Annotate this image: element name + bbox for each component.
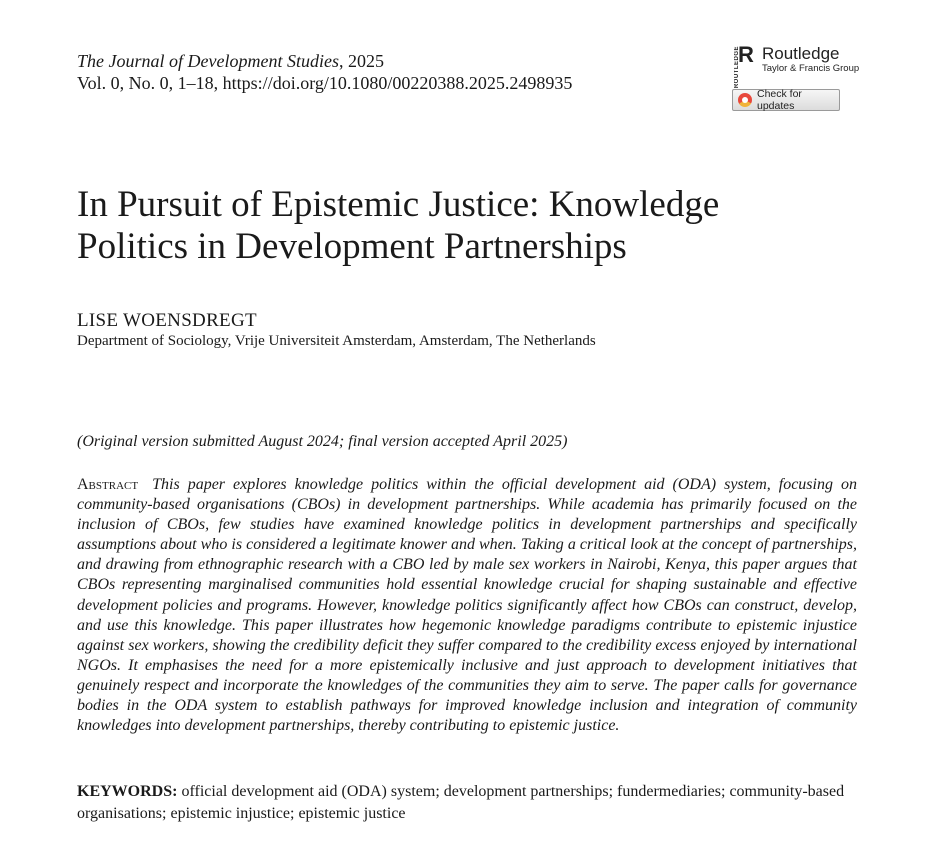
author-affiliation: Department of Sociology, Vrije Universiteit Amsterdam, Amsterdam, The Netherlands (77, 333, 596, 349)
routledge-vertical-text: ROUTLEDGE (734, 46, 740, 89)
publisher-text (762, 44, 859, 75)
publisher-block (732, 44, 872, 112)
publisher-group: Taylor & Francis Group (762, 63, 860, 74)
journal-year: , 2025 (338, 51, 384, 71)
journal-name: The Journal of Development Studies (77, 51, 339, 71)
journal-title-line (77, 50, 572, 72)
keywords-text: official development aid (ODA) system; development partnerships; fundermediaries; community-based organisations; epistemic injustice; epistemic justice (77, 783, 845, 822)
abstract-label: Abstract (77, 476, 139, 493)
keywords (77, 781, 857, 825)
author-name: LISE WOENSDREGT (77, 310, 257, 331)
abstract-text: This paper explores knowledge politics within the official development aid (ODA) system, focusing on community-based organisations (CBOs) in development partnerships. While academia has primarily focused on the inclusion of CBOs, few studies have examined knowledge politics in development partnerships and specifically assumptions about who is considered a legitimate knower and when. Taking a critical look at the concept of partnerships, and drawing from ethnographic research with a CBO led by male sex workers in Nairobi, Kenya, this paper argues that CBOs representing marginalised communities hold essential knowledge crucial for shaping sustainable and effective development policies and programs. However, knowledge politics significantly affect how CBOs can construct, develop, and use this knowledge. This paper illustrates how hegemonic knowledge paradigms contribute to epistemic injustice against sex workers, showing the credibility deficit they suffer compared to the credibility excess enjoyed by international NGOs. It emphasises the need for a more epistemically inclusive and just approach to development initiatives that genuinely respect and incorporate the knowledges of the communities they aim to serve. The paper calls for governance bodies in the ODA system to establish pathways for improved knowledge inclusion and integration of community knowledges into development partnerships, thereby contributing to epistemic justice. (77, 476, 858, 735)
journal-header (77, 50, 572, 94)
abstract (77, 475, 857, 736)
keywords-label: KEYWORDS: (77, 783, 178, 800)
routledge-r-icon (732, 42, 756, 89)
publisher-name: Routledge (762, 44, 840, 63)
check-for-updates-label: Check for updates (757, 88, 802, 112)
routledge-logo (732, 42, 872, 89)
article-title: In Pursuit of Epistemic Justice: Knowledge Politics in Development Partnerships (77, 184, 720, 267)
crossmark-icon (738, 93, 752, 107)
check-for-updates-button[interactable] (732, 89, 840, 111)
submission-history: (Original version submitted August 2024; final version accepted April 2025) (77, 433, 568, 450)
journal-citation[interactable]: Vol. 0, No. 0, 1–18, https://doi.org/10.1080/00220388.2025.2498935 (77, 73, 573, 93)
routledge-letter: R (738, 42, 754, 67)
